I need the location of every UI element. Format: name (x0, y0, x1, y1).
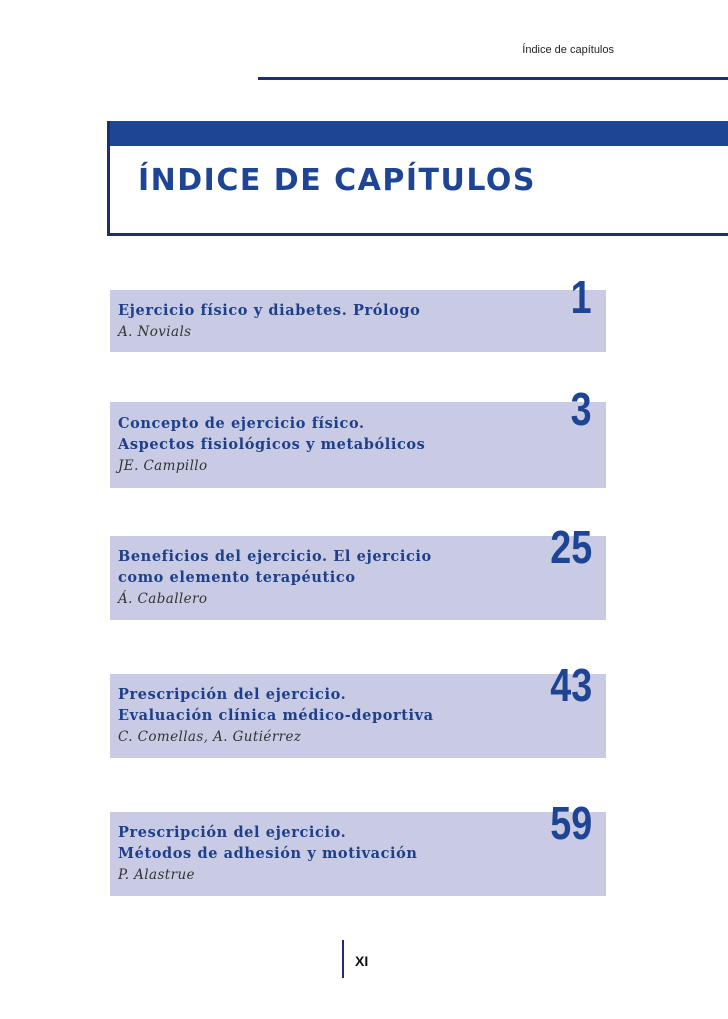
entry-text (118, 546, 456, 610)
entry-title-line: Métodos de adhesión y motivación (118, 845, 418, 862)
toc-entry[interactable] (110, 790, 606, 896)
toc-entry[interactable] (110, 514, 606, 620)
entry-title-line: Evaluación clínica médico-deportiva (118, 707, 434, 724)
entry-page-number: 25 (550, 521, 592, 573)
entry-page-number: 43 (550, 659, 592, 711)
running-header: Índice de capítulos (522, 44, 614, 56)
entry-author: Á. Caballero (118, 591, 208, 607)
entry-author: JE. Campillo (118, 458, 208, 474)
toc-entry[interactable] (110, 266, 606, 352)
entry-author: C. Comellas, A. Gutiérrez (118, 729, 302, 745)
entry-title-line: Prescripción del ejercicio. (118, 686, 347, 703)
entry-page-number: 3 (571, 383, 592, 435)
entry-page-number: 1 (571, 271, 592, 323)
toc-entry[interactable] (110, 652, 606, 758)
entry-text (118, 413, 456, 477)
entry-text (118, 684, 456, 748)
entry-title-line: Concepto de ejercicio físico. (118, 415, 365, 432)
entry-author: A. Novials (118, 324, 192, 340)
entry-author: P. Alastrue (118, 867, 195, 883)
footer-rule (342, 940, 344, 978)
entry-title-line: como elemento terapéutico (118, 569, 356, 586)
entry-title-line: Beneficios del ejercicio. El ejercicio (118, 548, 432, 565)
page-title: ÍNDICE DE CAPÍTULOS (138, 163, 536, 198)
entry-text (118, 822, 456, 886)
toc-entry[interactable] (110, 380, 606, 488)
entry-page-number: 59 (550, 797, 592, 849)
header-rule (258, 77, 728, 80)
footer-page-number: XI (355, 953, 369, 969)
title-band (110, 121, 728, 146)
entry-text (118, 300, 456, 343)
entry-title-line: Aspectos fisiológicos y metabólicos (118, 436, 426, 453)
entry-title-line: Prescripción del ejercicio. (118, 824, 347, 841)
entry-title-line: Ejercicio físico y diabetes. Prólogo (118, 302, 421, 319)
title-box (107, 121, 728, 236)
